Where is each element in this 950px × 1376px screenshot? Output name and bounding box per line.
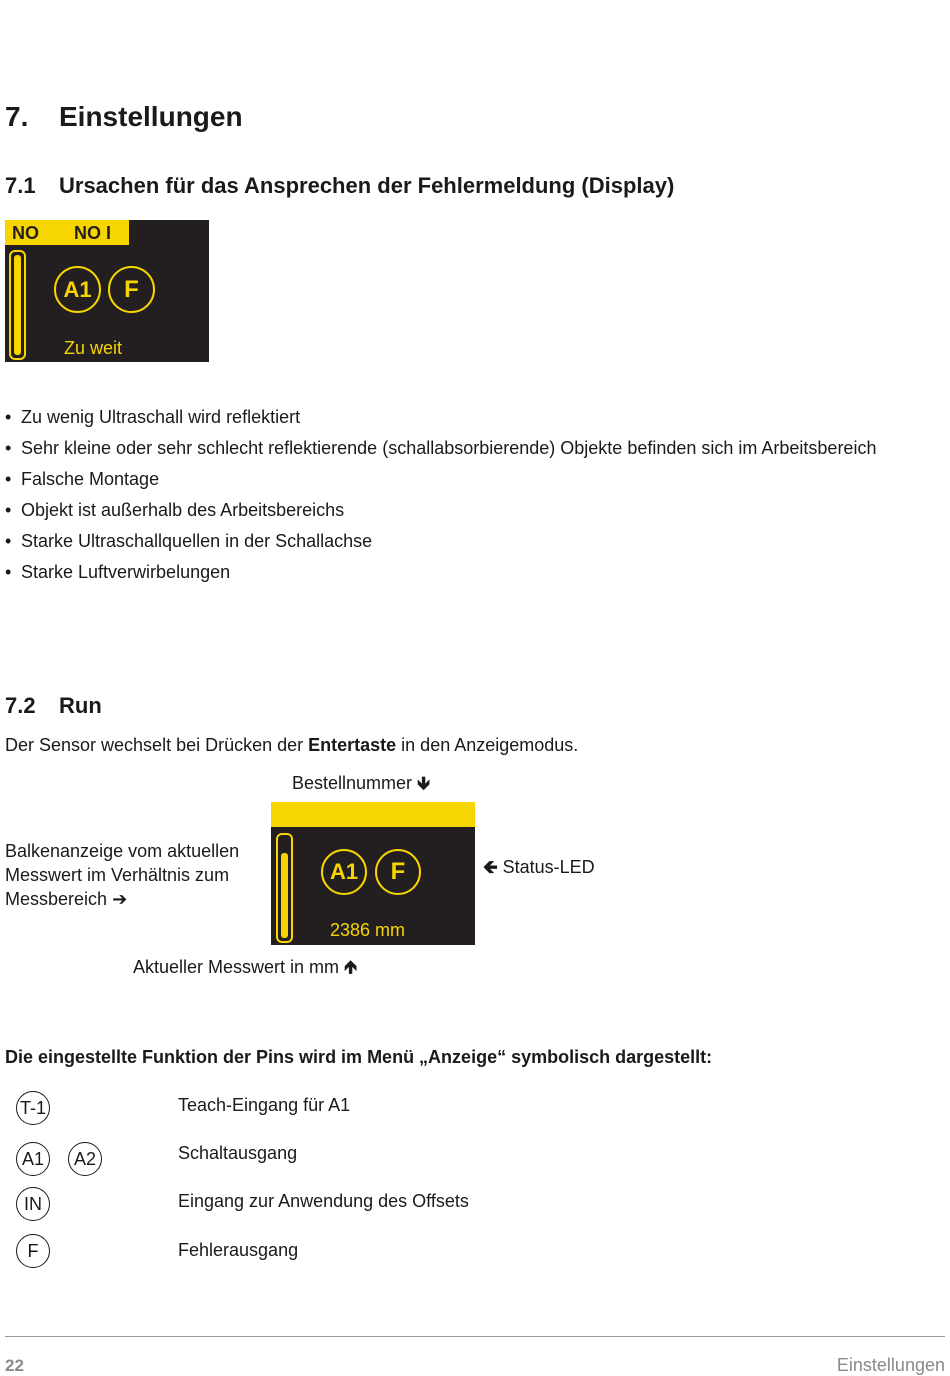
annotation-text: Messbereich	[5, 889, 108, 909]
display-run-illustration	[271, 802, 475, 945]
pin-symbol-f: F	[16, 1234, 50, 1268]
measurement-bar-fill	[281, 853, 288, 938]
pin-symbol-a1: A1	[16, 1142, 50, 1176]
measurement-bar-fill	[14, 255, 21, 355]
annotation-text: Balkenanzeige vom aktuellen	[5, 841, 240, 861]
chapter-title: Einstellungen	[59, 101, 243, 132]
display-top-bar	[271, 802, 475, 827]
pin-symbol-a2: A2	[68, 1142, 102, 1176]
list-item	[5, 436, 905, 460]
list-item	[5, 529, 905, 553]
footer-divider	[5, 1336, 945, 1337]
display-status-text: Zu weit	[64, 338, 123, 358]
annotation-order-number	[292, 771, 430, 795]
badge-a1: A1	[54, 266, 101, 313]
measurement-bar	[276, 833, 293, 943]
pin-description: Schaltausgang	[178, 1143, 298, 1163]
arrow-down-icon: 🡻	[417, 773, 430, 793]
bullet-glyph: •	[5, 438, 12, 458]
list-item-text: Objekt ist außerhalb des Arbeitsbereichs	[21, 500, 345, 520]
list-item-text: Starke Ultraschallquellen in der Schallachse	[21, 531, 373, 551]
pin-symbol-in: IN	[16, 1187, 50, 1221]
bullet-glyph: •	[5, 500, 12, 520]
arrow-left-icon: 🡸	[483, 857, 498, 877]
list-item-text: Sehr kleine oder sehr schlecht reflektierende (schallabsorbierende) Objekte befinden sich im Arbeitsbereich	[21, 438, 877, 458]
pin-symbol-t1: T-1	[16, 1091, 50, 1125]
pin-description: Eingang zur Anwendung des Offsets	[178, 1191, 469, 1211]
bullet-glyph: •	[5, 562, 12, 582]
bullet-glyph: •	[5, 469, 12, 489]
section-number: 7.2	[5, 693, 36, 718]
section-number: 7.1	[5, 173, 36, 198]
page-number: 22	[5, 1356, 24, 1375]
annotation-text: Messwert im Verhältnis zum	[5, 865, 230, 885]
error-causes-list	[5, 405, 905, 591]
list-item	[5, 467, 905, 491]
measurement-bar	[9, 250, 26, 360]
annotation-text: Bestellnummer	[292, 773, 413, 793]
intro-text-start: Der Sensor wechselt bei Drücken der	[5, 735, 309, 755]
annotation-bar-display	[5, 839, 239, 911]
display-value-text: 2386 mm	[330, 920, 406, 940]
list-item-text: Falsche Montage	[21, 469, 160, 489]
footer-title: Einstellungen	[836, 1355, 945, 1375]
chapter-heading	[5, 101, 243, 133]
pin-description: Fehlerausgang	[178, 1240, 299, 1260]
display-label-no-i: NO I	[74, 223, 112, 243]
intro-text-bold: Entertaste	[308, 735, 397, 755]
list-item	[5, 498, 905, 522]
intro-text-end: in den Anzeigemodus.	[396, 735, 579, 755]
list-item	[5, 405, 905, 429]
bullet-glyph: •	[5, 531, 12, 551]
annotation-text: Aktueller Messwert in mm	[133, 957, 340, 977]
display-error-illustration	[5, 220, 209, 362]
section-heading-7-1	[5, 173, 674, 199]
arrow-right-icon: ➔	[112, 889, 128, 909]
badge-f: F	[108, 266, 155, 313]
list-item-text: Starke Luftverwirbelungen	[21, 562, 231, 582]
section-title: Ursachen für das Ansprechen der Fehlermeldung (Display)	[59, 173, 675, 198]
chapter-number: 7.	[5, 101, 29, 132]
annotation-current-value	[133, 955, 357, 979]
display-label-no: NO	[12, 223, 39, 243]
list-item	[5, 560, 905, 584]
arrow-up-icon: 🡹	[344, 957, 357, 977]
section-title: Run	[59, 693, 102, 718]
section-heading-7-2	[5, 693, 102, 719]
badge-a1: A1	[321, 849, 367, 895]
pins-heading: Die eingestellte Funktion der Pins wird im Menü „Anzeige“ symbolisch dargestellt:	[5, 1047, 713, 1067]
run-intro-paragraph	[5, 733, 578, 757]
pin-description: Teach-Eingang für A1	[178, 1095, 351, 1115]
annotation-text: Status-LED	[502, 857, 595, 877]
bullet-glyph: •	[5, 407, 12, 427]
list-item-text: Zu wenig Ultraschall wird reflektiert	[21, 407, 301, 427]
annotation-status-led	[483, 855, 595, 879]
badge-f: F	[375, 849, 421, 895]
